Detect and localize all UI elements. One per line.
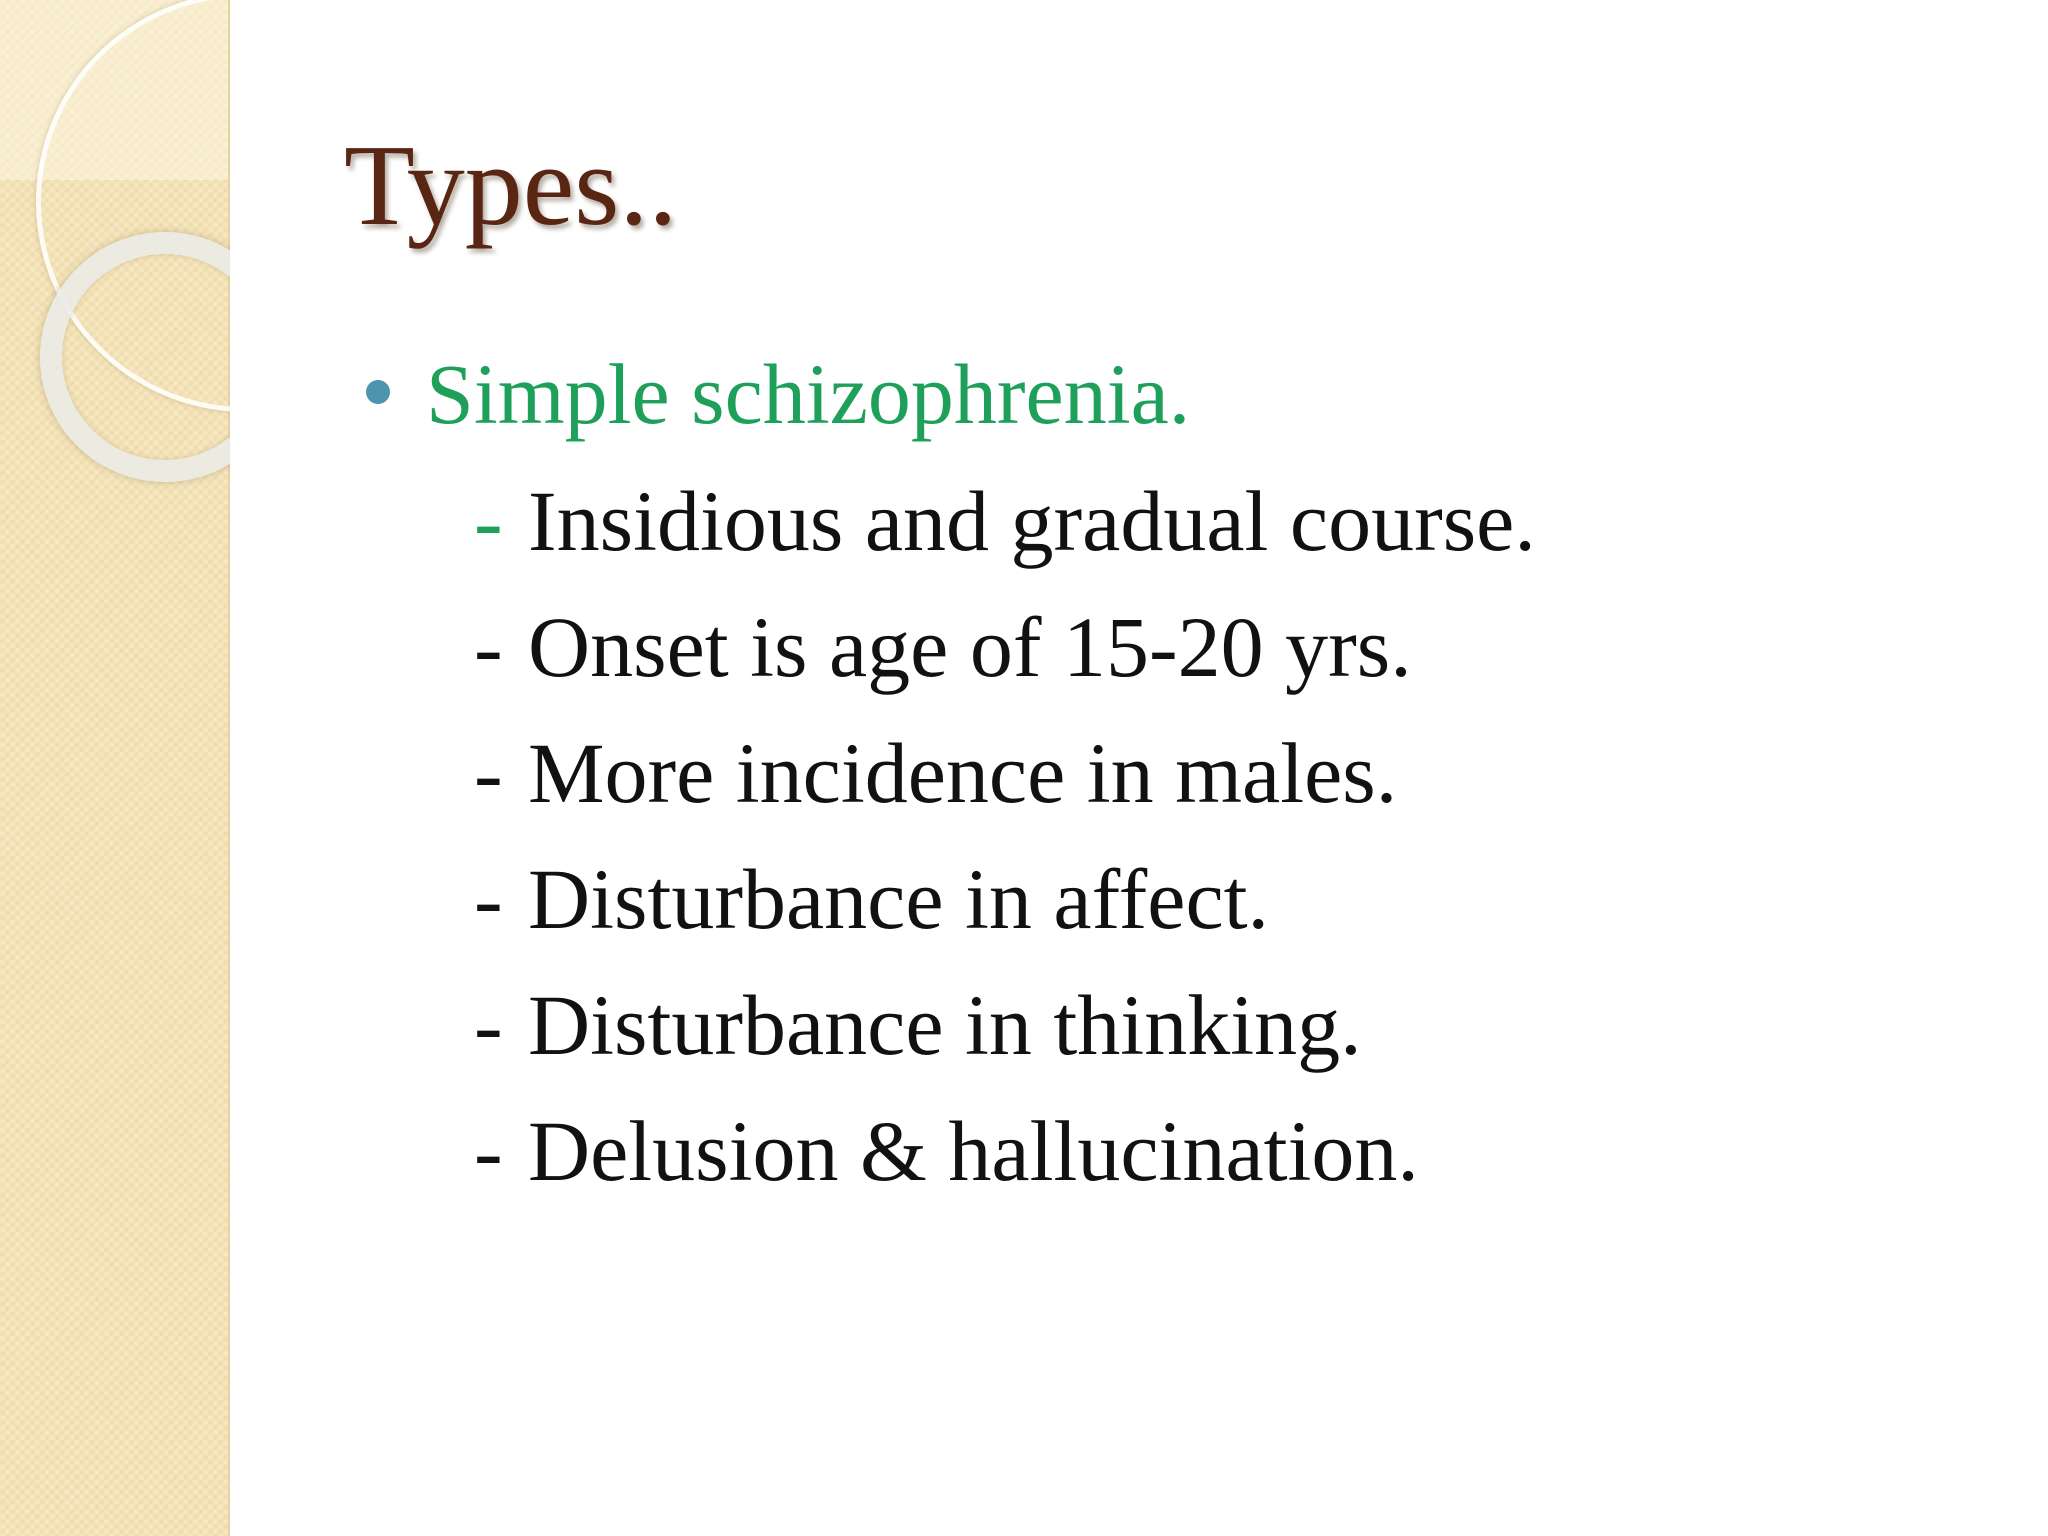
decorative-sidebar [0, 0, 230, 1536]
sub-item [474, 844, 1536, 970]
sub-item-text: Delusion & hallucination. [528, 1103, 1419, 1199]
sub-item-text: Insidious and gradual course. [528, 473, 1536, 569]
sub-item [474, 466, 1536, 592]
dash-marker: - [474, 725, 503, 821]
bullet-dot-icon [366, 380, 390, 404]
sub-item-text: Onset is age of 15-20 yrs. [528, 599, 1412, 695]
dash-marker: - [474, 473, 503, 569]
dash-marker: - [474, 977, 503, 1073]
sub-item-text: More incidence in males. [528, 725, 1398, 821]
sub-item-text: Disturbance in affect. [528, 851, 1270, 947]
sub-item-text: Disturbance in thinking. [528, 977, 1362, 1073]
sub-list [474, 466, 1536, 1222]
slide-title: Types.. [344, 122, 678, 250]
sub-item [474, 1096, 1536, 1222]
sub-item [474, 718, 1536, 844]
dash-marker: - [474, 1103, 503, 1199]
bullet-text: Simple schizophrenia. [426, 346, 1191, 442]
dash-marker: - [474, 851, 503, 947]
dash-marker: - [474, 599, 503, 695]
sub-item [474, 970, 1536, 1096]
sub-item [474, 592, 1536, 718]
